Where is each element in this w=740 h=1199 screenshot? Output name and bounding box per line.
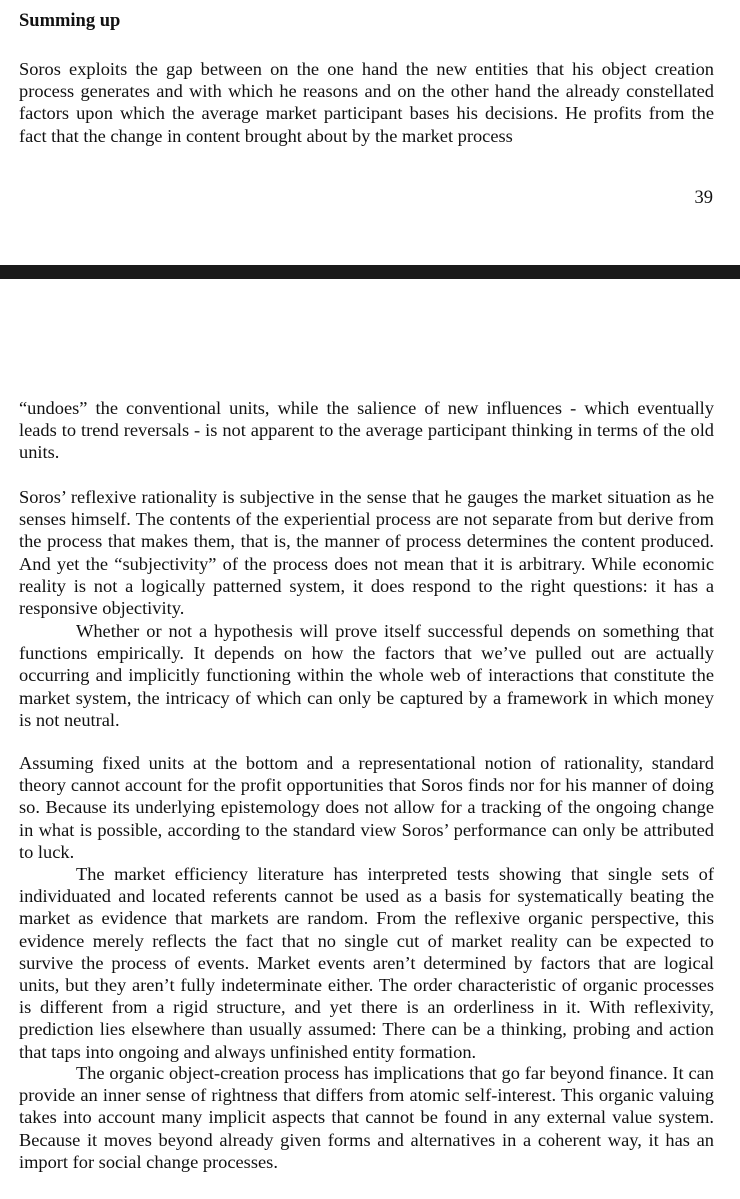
page-number: 39 bbox=[694, 188, 713, 208]
paragraph: Soros exploits the gap between on the one hand the new entities that his object creation process generates and with which he reasons and on the other hand the already constellated factors upon which the average market participant bases his decisions. He profits from the fact that the change in content brought about by the market process bbox=[19, 59, 714, 146]
paragraph: “undoes” the conventional units, while the salience of new influences - which eventually leads to trend reversals - is not apparent to the average participant thinking in terms of the old units. bbox=[19, 398, 714, 463]
page-separator bbox=[0, 265, 740, 279]
paragraph: Soros’ reflexive rationality is subjective in the sense that he gauges the market situation as he senses himself. The contents of the experiential process are not separate from but derive from the process that makes them, that is, the manner of process determines the content produced. And yet the “subjectivity” of the process does not mean that it is arbitrary. While economic reality is not a logically patterned system, it does respond to the right questions: it has a responsive objectivity. bbox=[19, 487, 714, 619]
paragraph: The organic object-creation process has implications that go far beyond finance. It can provide an inner sense of rightness that differs from atomic self-interest. This organic valuing takes into account many implicit aspects that cannot be found in any external value system. Because it moves beyond already given forms and alternatives in a coherent way, it has an import for social change processes. bbox=[19, 1063, 714, 1172]
paragraph: Assuming fixed units at the bottom and a representational notion of rationality, standard theory cannot account for the profit opportunities that Soros finds nor for his manner of doing so. Because its underlying epistemology does not allow for a tracking of the ongoing change in what is possible, according to the standard view Soros’ performance can only be attributed to luck. bbox=[19, 753, 714, 862]
paragraph: The market efficiency literature has interpreted tests showing that single sets of individuated and located referents cannot be used as a basis for systematically beating the market as evidence that markets are random. From the reflexive organic perspective, this evidence merely reflects the fact that no single cut of market reality can be expected to survive the process of events. Market events aren’t determined by factors that are logical units, but they aren’t fully indeterminate either. The order characteristic of organic processes is different from a rigid structure, and yet there is an orderliness in it. With reflexivity, prediction lies elsewhere than usually assumed: There can be a thinking, probing and action that taps into ongoing and always unfinished entity formation. bbox=[19, 864, 714, 1062]
section-heading: Summing up bbox=[19, 11, 121, 31]
paragraph: Whether or not a hypothesis will prove itself successful depends on something that functions empirically. It depends on how the factors that we’ve pulled out are actually occurring and implicitly functioning within the whole web of interactions that constitute the market system, the intricacy of which can only be captured by a framework in which money is not neutral. bbox=[19, 621, 714, 730]
